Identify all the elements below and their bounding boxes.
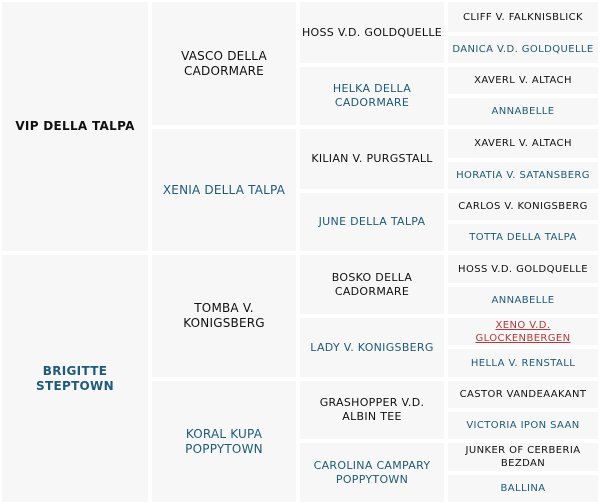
dam-sire-cell[interactable] xyxy=(150,253,298,379)
ancestor-name[interactable]: CAROLINA CAMPARY POPPYTOWN xyxy=(313,458,431,486)
gen4-cell[interactable] xyxy=(446,0,600,34)
gen3-cell[interactable] xyxy=(298,127,446,191)
ancestor-name[interactable]: HELLA V. RENSTALL xyxy=(470,357,576,369)
ancestor-name[interactable]: TOTTA DELLA TALPA xyxy=(469,232,577,243)
gen3-cell[interactable] xyxy=(298,65,446,127)
ancestor-name[interactable]: HOSS V.D. GOLDQUELLE xyxy=(458,263,588,275)
gen4-cell[interactable] xyxy=(446,222,600,253)
gen3-cell[interactable] xyxy=(298,0,446,65)
ancestor-link[interactable]: XENO V.D. GLOCKENBERGEN xyxy=(475,319,571,344)
gen4-cell[interactable] xyxy=(446,285,600,316)
gen4-cell[interactable] xyxy=(446,160,600,191)
gen4-cell[interactable] xyxy=(446,473,600,504)
ancestor-name[interactable]: KILIAN V. PURGSTALL xyxy=(311,152,433,165)
gen4-cell[interactable] xyxy=(446,34,600,65)
ancestor-name[interactable]: HELKA DELLA CADORMARE xyxy=(332,82,412,109)
sire-cell[interactable] xyxy=(0,0,150,253)
gen4-cell[interactable] xyxy=(446,347,600,379)
sire-sire-cell[interactable] xyxy=(150,0,298,127)
ancestor-name[interactable]: BOSKO DELLA CADORMARE xyxy=(331,270,413,298)
ancestor-name[interactable]: XAVERL V. ALTACH xyxy=(474,75,572,86)
gen4-cell[interactable] xyxy=(446,253,600,285)
ancestor-name[interactable]: TOMBA V. KONIGSBERG xyxy=(183,301,265,330)
ancestor-name[interactable]: DANICA V.D. GOLDQUELLE xyxy=(452,44,594,55)
ancestor-name[interactable]: JUNE DELLA TALPA xyxy=(318,215,426,228)
ancestor-name[interactable]: XAVERL V. ALTACH xyxy=(474,138,572,149)
ancestor-name[interactable]: ANNABELLE xyxy=(491,295,555,306)
gen4-cell[interactable] xyxy=(446,191,600,222)
gen4-cell[interactable] xyxy=(446,127,600,160)
ancestor-name[interactable]: CLIFF V. FALKNISBLICK xyxy=(463,11,583,23)
ancestor-name[interactable]: VICTORIA IPON SAAN xyxy=(466,420,580,431)
ancestor-name[interactable]: GRASHOPPER V.D. ALBIN TEE xyxy=(319,396,425,423)
gen4-cell[interactable] xyxy=(446,441,600,473)
dam-dam-cell[interactable] xyxy=(150,379,298,504)
gen4-cell[interactable] xyxy=(446,65,600,96)
gen3-cell[interactable] xyxy=(298,441,446,504)
dam-name[interactable]: BRIGITTE STEPTOWN xyxy=(36,363,114,393)
dam-cell[interactable] xyxy=(0,253,150,504)
ancestor-name[interactable]: KORAL KUPA POPPYTOWN xyxy=(185,426,263,456)
gen3-cell[interactable] xyxy=(298,316,446,379)
ancestor-name[interactable]: CASTOR VANDEAAKANT xyxy=(459,389,587,400)
gen4-cell[interactable] xyxy=(446,316,600,347)
ancestor-name[interactable]: VASCO DELLA CADORMARE xyxy=(181,48,267,78)
gen4-cell[interactable] xyxy=(446,379,600,410)
ancestor-name[interactable]: CARLOS V. KONIGSBERG xyxy=(458,201,588,212)
sire-name[interactable]: VIP DELLA TALPA xyxy=(15,119,135,133)
gen4-cell[interactable] xyxy=(446,410,600,441)
ancestor-name[interactable]: LADY V. KONIGSBERG xyxy=(310,340,434,354)
gen3-cell[interactable] xyxy=(298,379,446,441)
gen3-cell[interactable] xyxy=(298,253,446,316)
ancestor-name[interactable]: HOSS V.D. GOLDQUELLE xyxy=(301,25,443,39)
gen3-cell[interactable] xyxy=(298,191,446,253)
ancestor-name[interactable]: JUNKER OF CERBERIA BEZDAN xyxy=(465,445,581,469)
sire-dam-cell[interactable] xyxy=(150,127,298,253)
ancestor-name[interactable]: XENIA DELLA TALPA xyxy=(162,182,286,197)
ancestor-name[interactable]: ANNABELLE xyxy=(491,106,555,117)
ancestor-name[interactable]: HORATIA V. SATANSBERG xyxy=(456,170,590,181)
ancestor-name[interactable]: BALLINA xyxy=(500,483,546,494)
gen4-cell[interactable] xyxy=(446,96,600,127)
